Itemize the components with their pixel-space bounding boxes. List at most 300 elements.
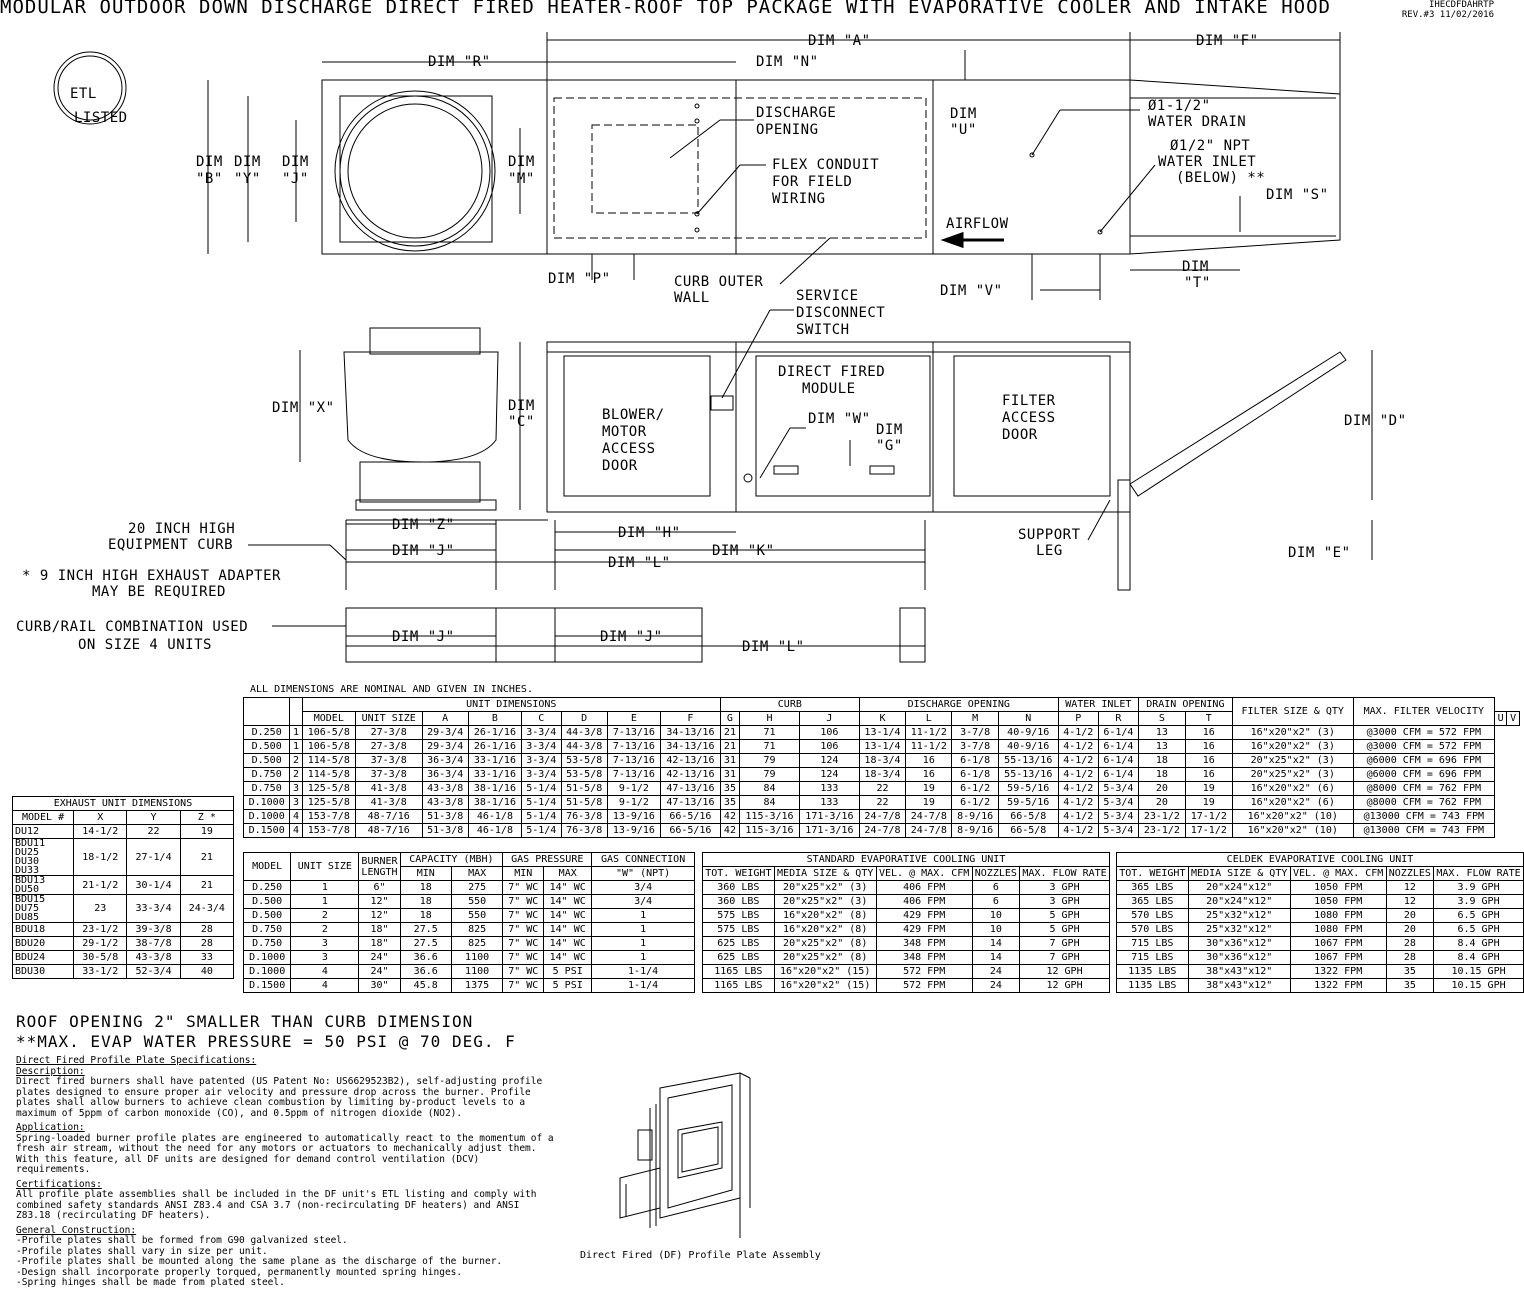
table-cell: 5-1/4 bbox=[521, 824, 561, 838]
table-row bbox=[703, 909, 1110, 923]
table-cell: 46-1/8 bbox=[468, 810, 521, 824]
column-header: TOT. WEIGHT bbox=[703, 867, 775, 881]
table-cell: 1 bbox=[592, 923, 695, 937]
table-cell: 16"x20"x2" (6) bbox=[1232, 796, 1353, 810]
table-cell: 360 LBS bbox=[703, 881, 775, 895]
table-cell: D.500 bbox=[244, 895, 291, 909]
table-cell: 36.6 bbox=[400, 965, 451, 979]
table-cell: 153-7/8 bbox=[302, 810, 355, 824]
table-cell: 18 bbox=[1138, 768, 1185, 782]
svg-text:DIM "P": DIM "P" bbox=[548, 271, 611, 287]
table-cell: 12 GPH bbox=[1020, 965, 1110, 979]
table-cell: 153-7/8 bbox=[302, 824, 355, 838]
column-header: J bbox=[799, 712, 859, 726]
table-cell: 36-3/4 bbox=[422, 768, 468, 782]
table-cell: 42 bbox=[720, 824, 739, 838]
column-header: MAX. FLOW RATE bbox=[1434, 867, 1524, 881]
table-cell: 171-3/16 bbox=[799, 824, 859, 838]
table-cell: 6" bbox=[359, 881, 400, 895]
table-cell: 37-3/8 bbox=[355, 754, 422, 768]
table-cell: 114-5/8 bbox=[302, 768, 355, 782]
table-row bbox=[244, 754, 1520, 768]
table-cell: 7" WC bbox=[503, 923, 544, 937]
table-cell: 10 bbox=[972, 909, 1019, 923]
model-cell bbox=[13, 825, 74, 839]
column-header: K bbox=[859, 712, 905, 726]
table-cell: 30"x36"x12" bbox=[1188, 951, 1290, 965]
table-cell: 8.4 GPH bbox=[1434, 951, 1524, 965]
table-cell: 22 bbox=[127, 825, 180, 839]
table-cell: 6-1/4 bbox=[1098, 726, 1138, 740]
table-cell: 76-3/8 bbox=[561, 824, 607, 838]
table-cell: 18 bbox=[400, 909, 451, 923]
table-cell: 21 bbox=[180, 839, 233, 876]
table-cell: 1067 FPM bbox=[1290, 951, 1386, 965]
table-row bbox=[13, 895, 234, 923]
table-row bbox=[244, 909, 695, 923]
table-cell: 5-3/4 bbox=[1098, 782, 1138, 796]
model-name: DU12 bbox=[15, 826, 40, 837]
table-cell: 35 bbox=[1386, 979, 1433, 993]
table-cell: 6-1/8 bbox=[952, 754, 998, 768]
table-cell: 7" WC bbox=[503, 895, 544, 909]
table-cell: 26-1/16 bbox=[468, 726, 521, 740]
table-cell: @3000 CFM = 572 FPM bbox=[1353, 726, 1494, 740]
column-header: B bbox=[468, 712, 521, 726]
table-cell: 1 bbox=[592, 937, 695, 951]
table-cell: 360 LBS bbox=[703, 895, 775, 909]
table-cell: 3 GPH bbox=[1020, 895, 1110, 909]
table-cell: 22 bbox=[859, 796, 905, 810]
table-cell: 34-13/16 bbox=[660, 740, 720, 754]
table-cell: 6-1/4 bbox=[1098, 768, 1138, 782]
svg-text:WATER INLET: WATER INLET bbox=[1158, 154, 1257, 170]
table-cell: 28 bbox=[180, 923, 233, 937]
table-cell: 572 FPM bbox=[876, 979, 972, 993]
svg-text:"T": "T" bbox=[1184, 275, 1211, 291]
table-cell: 18-3/4 bbox=[859, 768, 905, 782]
table-cell: 7" WC bbox=[503, 909, 544, 923]
table-row bbox=[1117, 979, 1524, 993]
column-header: MEDIA SIZE & QTY bbox=[774, 867, 876, 881]
column-header: N bbox=[998, 712, 1058, 726]
column-header: C bbox=[521, 712, 561, 726]
column-header: NOZZLES bbox=[1386, 867, 1433, 881]
table-cell: 5 GPH bbox=[1020, 909, 1110, 923]
svg-text:DIM "J": DIM "J" bbox=[600, 629, 663, 645]
table-cell: 429 FPM bbox=[876, 923, 972, 937]
svg-text:DIM: DIM bbox=[508, 398, 535, 414]
table-cell: 7-13/16 bbox=[607, 740, 660, 754]
svg-text:"U": "U" bbox=[950, 122, 977, 138]
table-cell: 14-1/2 bbox=[74, 825, 127, 839]
table-cell: 33-1/16 bbox=[468, 754, 521, 768]
table-cell: 825 bbox=[451, 937, 502, 951]
table-cell: 171-3/16 bbox=[799, 810, 859, 824]
table-cell: 133 bbox=[799, 782, 859, 796]
svg-text:ACCESS: ACCESS bbox=[1002, 410, 1056, 426]
column-header: MODEL bbox=[302, 712, 355, 726]
model-name: DU85 bbox=[15, 912, 40, 923]
table-cell: 42-13/16 bbox=[660, 754, 720, 768]
table-cell: 572 FPM bbox=[876, 965, 972, 979]
table-cell: 24-3/4 bbox=[180, 895, 233, 923]
table-cell: 825 bbox=[451, 923, 502, 937]
model-name: DU25 bbox=[15, 847, 40, 858]
table-cell: 51-5/8 bbox=[561, 782, 607, 796]
table-cell: 575 LBS bbox=[703, 923, 775, 937]
table-cell: 7-13/16 bbox=[607, 726, 660, 740]
table-cell: 1 bbox=[592, 951, 695, 965]
table-cell: 5-1/4 bbox=[521, 810, 561, 824]
table-cell: 24 bbox=[972, 965, 1019, 979]
table-cell: 21-1/2 bbox=[74, 876, 127, 895]
table-cell: 84 bbox=[740, 796, 800, 810]
table-cell: 12 GPH bbox=[1020, 979, 1110, 993]
table-cell: 18-1/2 bbox=[74, 839, 127, 876]
svg-text:DIM "W": DIM "W" bbox=[808, 411, 871, 427]
table-cell: D.1500 bbox=[244, 979, 291, 993]
column-header: V bbox=[1507, 712, 1520, 726]
table-cell: 6 bbox=[972, 895, 1019, 909]
table-cell: 20"x25"x2" (3) bbox=[774, 895, 876, 909]
table-cell: 26-1/16 bbox=[468, 740, 521, 754]
table-cell: 5-1/4 bbox=[521, 796, 561, 810]
model-name: BDU24 bbox=[15, 952, 46, 963]
column-header: M bbox=[952, 712, 998, 726]
table-cell: 42-13/16 bbox=[660, 768, 720, 782]
table-cell: 106 bbox=[799, 726, 859, 740]
table-cell: 6-1/8 bbox=[952, 768, 998, 782]
table-row bbox=[1117, 937, 1524, 951]
table-cell: 14" WC bbox=[544, 937, 592, 951]
table-cell: 3 GPH bbox=[1020, 881, 1110, 895]
table-cell: 6.5 GPH bbox=[1434, 909, 1524, 923]
table-cell: 38"x43"x12" bbox=[1188, 965, 1290, 979]
table-cell: 570 LBS bbox=[1117, 909, 1189, 923]
table-cell: 125-5/8 bbox=[302, 796, 355, 810]
burner-table: MODEL UNIT SIZE BURNER LENGTH CAPACITY (MBH) GAS PRESSURE GAS CONNECTION MIN MAX MIN MAX "W" (NPT) D.250 1 6" 18 275 7" WC 14" WC 3/4 D.500 1 12" 18 550 7" WC 14" WC 3/4 D.500 2 12" 18 550 7" WC 14" WC 1 D.750 2 18" 27.5 825 7" WC 14" WC 1 D.750 3 18" 27.5 825 7" WC 14" WC 1 D.1000 3 24" 36.6 1100 7" WC 14" WC 1 D.1000 4 24" 36.6 1100 7" WC 5 PSI 1-1/4 D.1500 4 30" 45.8 1375 7" WC 5 PSI 1-1/4 bbox=[243, 852, 695, 993]
table-cell: 8-9/16 bbox=[952, 824, 998, 838]
table-cell: 7" WC bbox=[503, 965, 544, 979]
table-row bbox=[244, 951, 695, 965]
table-row bbox=[13, 825, 234, 839]
svg-text:DIM "F": DIM "F" bbox=[1196, 33, 1259, 49]
table-cell: 1100 bbox=[451, 951, 502, 965]
svg-text:DIM "S": DIM "S" bbox=[1266, 187, 1329, 203]
table-cell: 19 bbox=[1185, 782, 1232, 796]
logo-text: ETL bbox=[70, 86, 97, 102]
table-cell: 1 bbox=[592, 909, 695, 923]
table-cell: 28 bbox=[1386, 951, 1433, 965]
table-cell: 406 FPM bbox=[876, 881, 972, 895]
table-cell: D.500 bbox=[244, 740, 290, 754]
table-cell: 3.9 GPH bbox=[1434, 895, 1524, 909]
table-cell: 10.15 GPH bbox=[1434, 979, 1524, 993]
model-name: BDU15 bbox=[15, 894, 46, 905]
table-cell: D.250 bbox=[244, 726, 290, 740]
svg-text:CURB/RAIL COMBINATION USED: CURB/RAIL COMBINATION USED bbox=[16, 619, 249, 635]
table-cell: 715 LBS bbox=[1117, 937, 1189, 951]
table-cell: 4-1/2 bbox=[1058, 726, 1098, 740]
table-cell: 12" bbox=[359, 895, 400, 909]
table-cell: 38-7/8 bbox=[127, 937, 180, 951]
table-row bbox=[244, 740, 1520, 754]
column-header: Z * bbox=[180, 811, 233, 825]
table-cell: 38-1/16 bbox=[468, 796, 521, 810]
table-cell: 48-7/16 bbox=[355, 810, 422, 824]
table-cell: 59-5/16 bbox=[998, 782, 1058, 796]
table-cell: 16 bbox=[1185, 740, 1232, 754]
table-cell: @13000 CFM = 743 FPM bbox=[1353, 810, 1494, 824]
spec-app-heading: Application: bbox=[16, 1122, 85, 1133]
spec-gen-heading: General Construction: bbox=[16, 1224, 137, 1236]
model-cell bbox=[13, 923, 74, 937]
svg-text:MOTOR: MOTOR bbox=[602, 424, 647, 440]
celdek-evap-table: CELDEK EVAPORATIVE COOLING UNIT TOT. WEIGHT MEDIA SIZE & QTY VEL. @ MAX. CFM NOZZLES MAX. FLOW RATE 365 LBS 20"x24"x12" 1050 FPM 12 3.9 GPH 365 LBS 20"x24"x12" 1050 FPM 12 3.9 GPH 570 LBS 25"x32"x12" 1080 FPM 20 6.5 GPH 570 LBS 25"x32"x12" 1080 FPM 20 6.5 GPH 715 LBS 30"x36"x12" 1067 FPM 28 8.4 GPH 715 LBS 30"x36"x12" 1067 FPM 28 8.4 GPH 1135 LBS 38"x43"x12" 1322 FPM 35 10.15 GPH 1135 LBS 38"x43"x12" 1322 FPM 35 10.15 GPH bbox=[1116, 852, 1524, 993]
column-header: G bbox=[720, 712, 739, 726]
table-cell: 14" WC bbox=[544, 881, 592, 895]
svg-text:"G": "G" bbox=[876, 438, 903, 454]
table-cell: 16"x20"x2" (10) bbox=[1232, 810, 1353, 824]
table-cell: 106-5/8 bbox=[302, 726, 355, 740]
svg-text:DOOR: DOOR bbox=[1002, 427, 1038, 443]
table-cell: 41-3/8 bbox=[355, 782, 422, 796]
column-header: D bbox=[561, 712, 607, 726]
table-cell: 20"x25"x2" (8) bbox=[774, 937, 876, 951]
table-cell: 84 bbox=[740, 782, 800, 796]
illustration-caption: Direct Fired (DF) Profile Plate Assembly bbox=[580, 1250, 821, 1261]
table-cell: 7" WC bbox=[503, 979, 544, 993]
table-row bbox=[13, 923, 234, 937]
table-cell: 16"x20"x2" (3) bbox=[1232, 726, 1353, 740]
table-cell: 5-3/4 bbox=[1098, 810, 1138, 824]
table-cell: 1050 FPM bbox=[1290, 881, 1386, 895]
svg-text:DISCHARGE: DISCHARGE bbox=[756, 105, 837, 121]
svg-text:MAY BE REQUIRED: MAY BE REQUIRED bbox=[92, 584, 226, 600]
table-row bbox=[244, 824, 1520, 838]
table-cell: 1322 FPM bbox=[1290, 965, 1386, 979]
table-cell: 1 bbox=[290, 726, 302, 740]
svg-text:DIM "R": DIM "R" bbox=[428, 54, 491, 70]
table-cell: 43-3/8 bbox=[127, 951, 180, 965]
table-cell: 11-1/2 bbox=[906, 726, 952, 740]
table-cell: 55-13/16 bbox=[998, 768, 1058, 782]
table-cell: D.750 bbox=[244, 768, 290, 782]
table-cell: D.500 bbox=[244, 909, 291, 923]
svg-text:DIM: DIM bbox=[282, 154, 309, 170]
svg-text:ON SIZE 4 UNITS: ON SIZE 4 UNITS bbox=[78, 637, 212, 653]
table-cell: 275 bbox=[451, 881, 502, 895]
table-cell: 4-1/2 bbox=[1058, 796, 1098, 810]
table-cell: 48-7/16 bbox=[355, 824, 422, 838]
svg-text:Ø1-1/2": Ø1-1/2" bbox=[1148, 98, 1211, 114]
model-cell bbox=[13, 895, 74, 923]
table-row bbox=[1117, 881, 1524, 895]
table-cell: D.1000 bbox=[244, 965, 291, 979]
svg-text:FILTER: FILTER bbox=[1002, 393, 1056, 409]
table-row bbox=[13, 876, 234, 895]
table-cell: 9-1/2 bbox=[607, 796, 660, 810]
table-cell: 3-3/4 bbox=[521, 726, 561, 740]
model-name: BDU30 bbox=[15, 966, 46, 977]
svg-text:AIRFLOW: AIRFLOW bbox=[946, 216, 1009, 232]
table-cell: 7-13/16 bbox=[607, 768, 660, 782]
table-cell: 4 bbox=[291, 979, 359, 993]
table-cell: 124 bbox=[799, 768, 859, 782]
table-cell: 4-1/2 bbox=[1058, 754, 1098, 768]
svg-text:OPENING: OPENING bbox=[756, 122, 819, 138]
unit-dimensions-table: UNIT DIMENSIONS CURB DISCHARGE OPENING WATER INLET DRAIN OPENING FILTER SIZE & QTY MAX. FILTER VELOCITY MODEL UNIT SIZE A B C D E F G H J K L M N P R S T U V D.250 1 106-5/8 27-3/8 29-3/4 26-1/16 3-3/4 44-3/8 7-13/16 34-13/16 21 71 106 13-1/4 11-1/2 3-7/8 40-9/16 4-1/2 6-1/4 13 16 16"x20"x2" (3) @3000 CFM = 572 FPM D.500 1 106-5/8 27-3/8 29-3/4 26-1/16 3-3/4 44-3/8 7-13/16 34-13/16 21 71 106 13-1/4 11-1/2 3-7/8 40-9/16 4-1/2 6-1/4 13 16 16"x20"x2" (3) @3000 CFM = 572 FPM D.500 2 114-5/8 37-3/8 36-3/4 33-1/16 3-3/4 53-5/8 7-13/16 42-13/16 31 79 124 18-3/4 16 6-1/8 55-13/16 4-1/2 6-1/4 18 16 20"x25"x2" (3) @6000 CFM = 696 FPM D.750 2 114-5/8 37-3/8 36-3/4 33-1/16 3-3/4 53-5/8 7-13/16 42-13/16 31 79 124 18-3/4 16 6-1/8 55-13/16 4-1/2 6-1/4 18 16 20"x25"x2" (3) @6000 CFM = 696 FPM D.750 3 125-5/8 41-3/8 43-3/8 38-1/16 5-1/4 51-5/8 9-1/2 47-13/16 35 84 133 22 19 6-1/2 59-5/16 4-1/2 5-3/4 20 19 16"x20"x2" (6) @8000 CFM = 762 FPM D.1000 3 125-5/8 41-3/8 43-3/8 38-1/16 5-1/4 51-5/8 9-1/2 47-13/16 35 84 133 22 19 6-1/2 59-5/16 4-1/2 5-3/4 20 19 16"x20"x2" (6) @8000 CFM = 762 FPM D.1000 4 153-7/8 48-7/16 51-3/8 46-1/8 5-1/4 76-3/8 13-9/16 66-5/16 42 115-3/16 171-3/16 24-7/8 24-7/8 8-9/16 66-5/8 4-1/2 5-3/4 23-1/2 17-1/2 16"x20"x2" (10) @13000 CFM = 743 FPM D.1500 4 153-7/8 48-7/16 51-3/8 46-1/8 5-1/4 76-3/8 13-9/16 66-5/16 42 115-3/16 171-3/16 24-7/8 24-7/8 8-9/16 66-5/8 4-1/2 5-3/4 23-1/2 17-1/2 16"x20"x2" (10) @13000 CFM = 743 FPM bbox=[243, 697, 1520, 838]
table-cell: 24" bbox=[359, 951, 400, 965]
table-cell: 16 bbox=[906, 754, 952, 768]
table-cell: 27-1/4 bbox=[127, 839, 180, 876]
column-header: F bbox=[660, 712, 720, 726]
table-cell: 79 bbox=[740, 754, 800, 768]
svg-text:SERVICE: SERVICE bbox=[796, 288, 859, 304]
table-cell: 6-1/2 bbox=[952, 782, 998, 796]
table-cell: 6.5 GPH bbox=[1434, 923, 1524, 937]
spec-app: Spring-loaded burner profile plates are engineered to automatically react to the momentum of a fresh air stream, without the need for any motors or actuators to mechanically adjust them. With this feature, all DF units are designed for demand control ventilation (DCV) requirements. bbox=[16, 1132, 554, 1175]
table-cell: 71 bbox=[740, 726, 800, 740]
model-name: DU33 bbox=[15, 865, 40, 876]
svg-text:DIM "Z": DIM "Z" bbox=[392, 517, 455, 533]
table-cell: 51-3/8 bbox=[422, 824, 468, 838]
table-cell: 3 bbox=[291, 951, 359, 965]
model-name: DU50 bbox=[15, 884, 40, 895]
svg-text:Ø1/2" NPT: Ø1/2" NPT bbox=[1170, 138, 1251, 154]
table-cell: 55-13/16 bbox=[998, 754, 1058, 768]
table-row bbox=[244, 965, 695, 979]
table-cell: 36.6 bbox=[400, 951, 451, 965]
top-view-labels bbox=[196, 33, 1329, 306]
table-cell: 37-3/8 bbox=[355, 768, 422, 782]
svg-text:CURB OUTER: CURB OUTER bbox=[674, 274, 764, 290]
model-cell bbox=[13, 965, 74, 979]
svg-text:EQUIPMENT CURB: EQUIPMENT CURB bbox=[108, 537, 234, 553]
table-cell: 51-5/8 bbox=[561, 796, 607, 810]
table-cell: 47-13/16 bbox=[660, 796, 720, 810]
svg-text:SWITCH: SWITCH bbox=[796, 322, 850, 338]
table-cell: 5 GPH bbox=[1020, 923, 1110, 937]
table-cell: 429 FPM bbox=[876, 909, 972, 923]
table-row bbox=[1117, 923, 1524, 937]
svg-text:SUPPORT: SUPPORT bbox=[1018, 527, 1081, 543]
table-cell: 29-1/2 bbox=[74, 937, 127, 951]
table-cell: 40-9/16 bbox=[998, 726, 1058, 740]
svg-text:DIM "A": DIM "A" bbox=[808, 33, 871, 49]
column-header: S bbox=[1138, 712, 1185, 726]
table-cell: 625 LBS bbox=[703, 951, 775, 965]
table-cell: 106 bbox=[799, 740, 859, 754]
table-cell: 31 bbox=[720, 768, 739, 782]
table-cell: 16"x20"x2" (15) bbox=[774, 979, 876, 993]
table-cell: 2 bbox=[290, 768, 302, 782]
dimensions-note: ALL DIMENSIONS ARE NOMINAL AND GIVEN IN INCHES. bbox=[250, 684, 533, 695]
table-cell: 30"x36"x12" bbox=[1188, 937, 1290, 951]
table-cell: 4 bbox=[290, 810, 302, 824]
table-cell: 44-3/8 bbox=[561, 726, 607, 740]
table-cell: 6-1/4 bbox=[1098, 754, 1138, 768]
table-row bbox=[13, 951, 234, 965]
table-cell: 46-1/8 bbox=[468, 824, 521, 838]
table-cell: 14 bbox=[972, 951, 1019, 965]
column-header: UNIT SIZE bbox=[355, 712, 422, 726]
table-cell: 1135 LBS bbox=[1117, 965, 1189, 979]
table-cell: 10 bbox=[972, 923, 1019, 937]
table-cell: 10.15 GPH bbox=[1434, 965, 1524, 979]
table-cell: 3.9 GPH bbox=[1434, 881, 1524, 895]
table-cell: 20 bbox=[1138, 796, 1185, 810]
table-cell: 52-3/4 bbox=[127, 965, 180, 979]
revision-date: REV.#3 11/02/2016 bbox=[1401, 10, 1494, 20]
logo-sub: LISTED bbox=[74, 110, 128, 126]
table-row bbox=[1117, 895, 1524, 909]
table-cell: 7" WC bbox=[503, 881, 544, 895]
table-cell: 35 bbox=[720, 796, 739, 810]
table-cell: 30-1/4 bbox=[127, 876, 180, 895]
table-cell: 53-5/8 bbox=[561, 754, 607, 768]
table-cell: 1165 LBS bbox=[703, 965, 775, 979]
drawing-id: IHECDFDAHRTP bbox=[1428, 0, 1494, 10]
table-row bbox=[244, 979, 695, 993]
table-cell: 20"x24"x12" bbox=[1188, 895, 1290, 909]
table-cell: 13-9/16 bbox=[607, 810, 660, 824]
table-row bbox=[703, 881, 1110, 895]
table-cell: 33-3/4 bbox=[127, 895, 180, 923]
table-cell: 3 bbox=[290, 782, 302, 796]
table-cell: 1 bbox=[291, 881, 359, 895]
table-row bbox=[703, 895, 1110, 909]
svg-text:DIM "E": DIM "E" bbox=[1288, 545, 1351, 561]
svg-text:DIM "L": DIM "L" bbox=[608, 555, 671, 571]
table-cell: 3-3/4 bbox=[521, 768, 561, 782]
table-cell: 5-1/4 bbox=[521, 782, 561, 796]
table-cell: 27.5 bbox=[400, 923, 451, 937]
table-cell: 16"x20"x2" (8) bbox=[774, 909, 876, 923]
table-cell: 3 bbox=[290, 796, 302, 810]
table-row bbox=[244, 726, 1520, 740]
table-cell: 47-13/16 bbox=[660, 782, 720, 796]
table-cell: 348 FPM bbox=[876, 951, 972, 965]
table-cell: 40-9/16 bbox=[998, 740, 1058, 754]
svg-text:"B": "B" bbox=[196, 171, 223, 187]
table-cell: 12 bbox=[1386, 895, 1433, 909]
table-cell: 5 PSI bbox=[544, 979, 592, 993]
table-cell: 715 LBS bbox=[1117, 951, 1189, 965]
table-cell: 13-1/4 bbox=[859, 740, 905, 754]
svg-text:DIM "D": DIM "D" bbox=[1344, 413, 1407, 429]
table-cell: 20"x25"x2" (3) bbox=[1232, 768, 1353, 782]
svg-text:DIM "V": DIM "V" bbox=[940, 283, 1003, 299]
model-cell bbox=[13, 951, 74, 965]
svg-text:DIM "X": DIM "X" bbox=[272, 400, 335, 416]
table-cell: 24-7/8 bbox=[859, 810, 905, 824]
table-cell: 8.4 GPH bbox=[1434, 937, 1524, 951]
svg-text:DIM: DIM bbox=[234, 154, 261, 170]
table-cell: @6000 CFM = 696 FPM bbox=[1353, 768, 1494, 782]
table-cell: 17-1/2 bbox=[1185, 810, 1232, 824]
table-cell: 25"x32"x12" bbox=[1188, 923, 1290, 937]
svg-text:DIM "J": DIM "J" bbox=[392, 629, 455, 645]
model-name: BDU11 bbox=[15, 838, 46, 849]
column-header: R bbox=[1098, 712, 1138, 726]
table-cell: 18-3/4 bbox=[859, 754, 905, 768]
table-cell: 16 bbox=[906, 768, 952, 782]
table-cell: 20"x24"x12" bbox=[1188, 881, 1290, 895]
table-cell: 16"x20"x2" (10) bbox=[1232, 824, 1353, 838]
table-cell: 18 bbox=[400, 895, 451, 909]
